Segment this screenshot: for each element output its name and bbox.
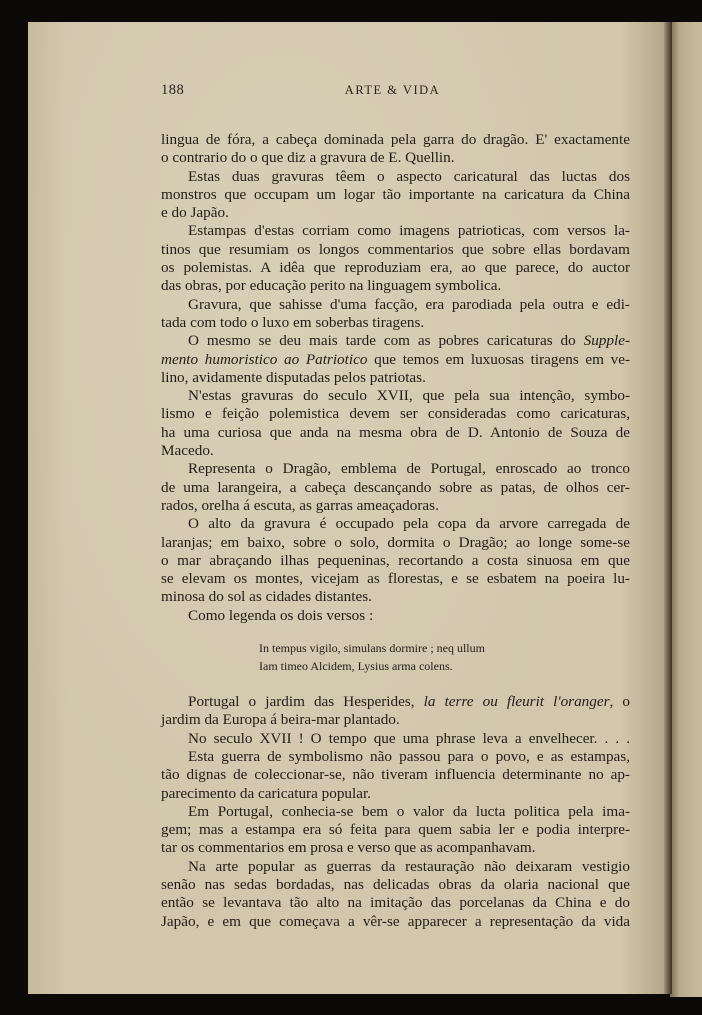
text-line <box>161 351 630 369</box>
text-line: lismo e feição polemistica devem ser consideradas como caricaturas, <box>161 405 630 423</box>
text-segment: , o <box>609 693 630 711</box>
text-line: Japão, e em que começava a vêr-se apparecer a representação da vida <box>161 912 630 930</box>
verse-quotation <box>161 639 630 675</box>
text-line: Na arte popular as guerras da restauração não deixaram vestigio <box>188 857 630 875</box>
text-line: tão dignas de coleccionar-se, não tiveram influencia determinante no ap- <box>161 766 630 784</box>
text-line: tinos que resumiam os longos commentarios que sobre ellas bordavam <box>161 240 630 258</box>
text-line: das obras, por educação perito na linguagem symbolica. <box>161 277 502 295</box>
text-line: jardim da Europa á beira-mar plantado. <box>161 711 400 729</box>
italic-title: Supple- <box>583 332 631 350</box>
verse-line: In tempus vigilo, simulans dormire ; neq ullum <box>259 641 485 656</box>
text-line: lingua de fóra, a cabeça dominada pela garra do dragão. E' exactamente <box>161 131 630 148</box>
text-line: se elevam os montes, vicejam as florestas, e se esbatem na poeira lu- <box>161 570 630 588</box>
italic-quote: la terre ou fleurit l'oranger <box>423 693 610 711</box>
text-line: tada com todo o luxo em soberbas tiragens. <box>161 313 425 331</box>
text-segment: que temos em luxuosas tiragens em ve- <box>374 350 630 368</box>
text-segment: O mesmo se deu mais tarde com as pobres caricaturas do <box>188 332 576 350</box>
text-line: senão nas sedas bordadas, nas delicadas obras da olaria nacional que <box>161 875 630 893</box>
running-title: ARTE & VIDA <box>344 83 441 97</box>
text-line: tar os commentarios em prosa e verso que as acompanhavam. <box>161 839 536 857</box>
verse-line: Iam timeo Alcidem, Lysius arma colens. <box>259 659 453 674</box>
text-line: Macedo. <box>161 442 214 460</box>
text-line: de uma larangeira, a cabeça descançando sobre as patas, de olhos cer- <box>161 478 630 496</box>
text-line: parecimento da caricatura popular. <box>161 784 371 802</box>
text-line: Estas duas gravuras têem o aspecto caricatural das luctas dos <box>188 167 630 185</box>
text-line: o contrario do o que diz a gravura de E. Quellin. <box>161 149 455 167</box>
text-line: então se levantava tão alto na imitação das porcelanas da China e do <box>161 894 630 912</box>
italic-title: mento humoristico ao Patriotico <box>161 350 368 368</box>
text-line: laranjas; em baixo, sobre o solo, dormita o Dragão; ao longe some-se <box>161 533 630 551</box>
body-text <box>161 131 630 931</box>
text-line: lino, avidamente disputadas pelos patriotas. <box>161 368 426 386</box>
page-gutter-shadow <box>664 22 672 994</box>
text-line: N'estas gravuras do seculo XVII, que pela sua intenção, symbo- <box>188 387 630 405</box>
text-segment: Portugal o jardim das Hesperides, <box>188 693 415 711</box>
text-line: Em Portugal, conhecia-se bem o valor da lucta politica pela ima- <box>188 802 630 820</box>
page-header <box>161 80 624 104</box>
text-line: Esta guerra de symbolismo não passou para o povo, e as estampas, <box>188 747 630 765</box>
page-number: 188 <box>161 82 185 98</box>
text-line: o mar abraçando ilhas pequeninas, recortando a costa sinuosa em que <box>161 551 630 569</box>
facing-page-edge <box>670 22 702 997</box>
text-line <box>161 693 630 711</box>
text-line: gem; mas a estampa era só feita para quem sabia ler e podia interpre- <box>161 821 630 839</box>
text-line: e do Japão. <box>161 204 229 222</box>
text-line: rados, orelha á escuta, as garras ameaçadoras. <box>161 496 439 514</box>
text-line: O alto da gravura é occupado pela copa da arvore carregada de <box>188 515 630 533</box>
text-line <box>161 332 630 350</box>
text-line: No seculo XVII ! O tempo que uma phrase leva a envelhecer. . . . <box>188 729 630 747</box>
text-line: Gravura, que sahisse d'uma facção, era parodiada pela outra e edi- <box>188 295 630 313</box>
text-line: Como legenda os dois versos : <box>188 606 374 624</box>
text-line: monstros que occupam um logar tão importante na caricatura da China <box>161 185 630 203</box>
text-line: Estampas d'estas corriam como imagens patrioticas, com versos la- <box>188 222 630 240</box>
text-line: minosa do sol as cidades distantes. <box>161 588 372 606</box>
text-line: ha uma curiosa que anda na mesma obra de D. Antonio de Souza de <box>161 423 630 441</box>
text-line: Representa o Dragão, emblema de Portugal, enroscado ao tronco <box>188 460 630 478</box>
text-line: os polemistas. A idêa que reproduziam era, ao que parece, do auctor <box>161 259 630 277</box>
